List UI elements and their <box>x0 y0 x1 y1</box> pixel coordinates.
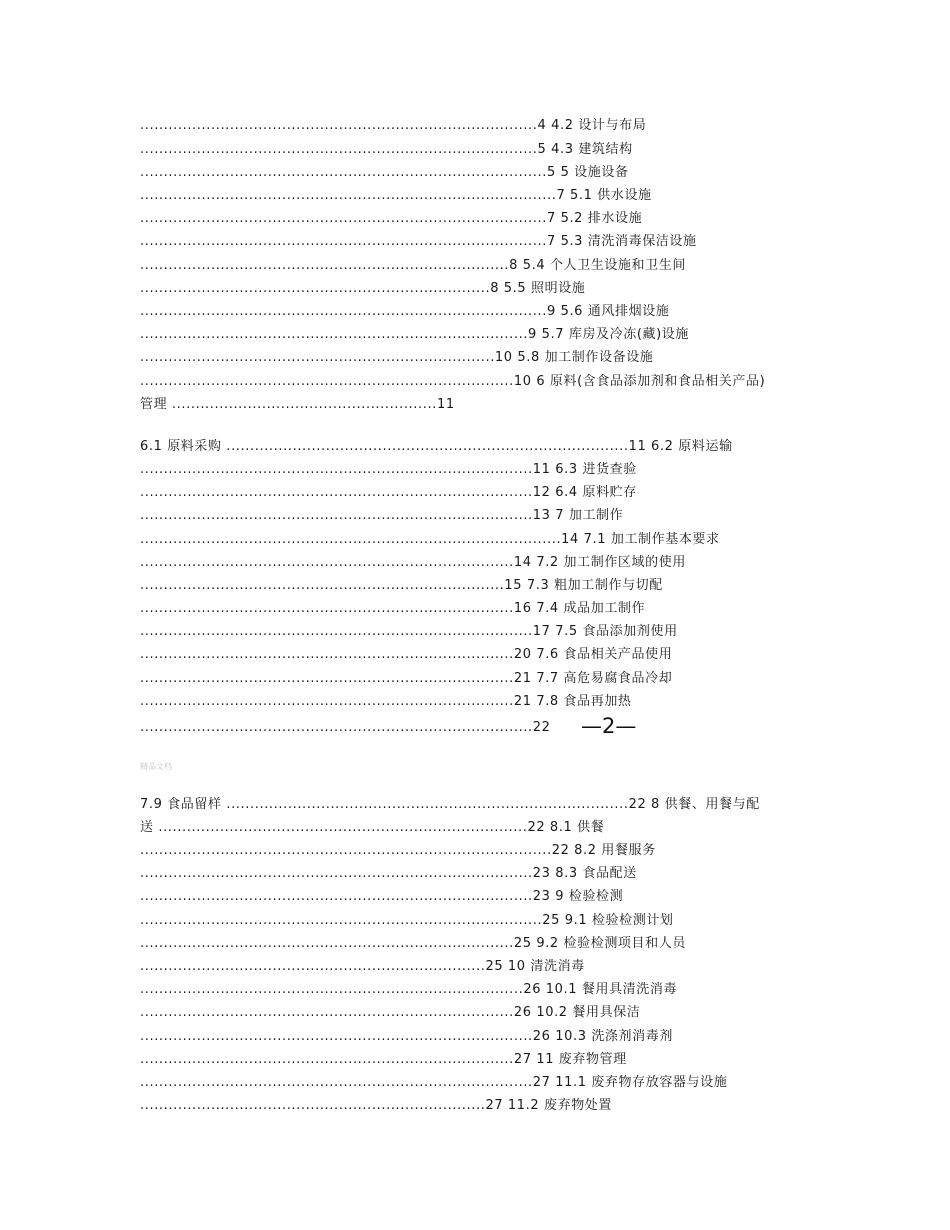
toc-line: 6.1 原料采购 .....................................................................................11 6.2 原料运输 <box>140 439 733 454</box>
toc-line: ...................................................................................11 6.3 进货查验 <box>140 462 637 477</box>
toc-line: ...............................................................................21 7.7 高危易腐食品冷却 <box>140 671 673 686</box>
toc-line: ...............................................................................20 7.6 食品相关产品使用 <box>140 647 673 662</box>
toc-line: ...............................................................................21 7.8 食品再加热 <box>140 694 632 709</box>
toc-line: ...........................................................................10 5.8 加工制作设备设施 <box>140 350 654 365</box>
toc-line: 7.9 食品留样 .....................................................................................22 8 供餐、用餐与配 <box>140 797 760 812</box>
toc-line: ........................................................................................7 5.1 供水设施 <box>140 188 652 203</box>
toc-line: ......................................................................................9 5.6 通风排烟设施 <box>140 304 670 319</box>
toc-line: 送 ..............................................................................22 8.1 供餐 <box>140 820 605 835</box>
toc-line: ...................................................................................26 10.3 洗涤剂消毒剂 <box>140 1029 673 1044</box>
toc-line: ...................................................................................12 6.4 原料贮存 <box>140 485 637 500</box>
toc-line: .................................................................................26 10.1 餐用具清洗消毒 <box>140 982 678 997</box>
toc-line: ...................................................................................27 11.1 废弃物存放容器与设施 <box>140 1075 728 1090</box>
watermark: 精品文档 <box>140 762 172 771</box>
page-number: —2— <box>581 714 637 738</box>
toc-line: ...................................................................................22 <box>140 720 551 735</box>
toc-line: ...............................................................................14 7.2 加工制作区域的使用 <box>140 555 686 570</box>
toc-line: .............................................................................15 7.3 粗加工制作与切配 <box>140 578 663 593</box>
toc-line: ...............................................................................25 9.2 检验检测项目和人员 <box>140 936 686 951</box>
toc-line: ......................................................................................7 5.2 排水设施 <box>140 211 643 226</box>
toc-line: ...............................................................................10 6 原料(含食品添加剂和食品相关产品) <box>140 374 766 389</box>
toc-line: .......................................................................................22 8.2 用餐服务 <box>140 843 656 858</box>
toc-line: ...............................................................................26 10.2 餐用具保洁 <box>140 1005 641 1020</box>
toc-line: 管理 ........................................................11 <box>140 397 455 412</box>
toc-line: .....................................................................................25 9.1 检验检测计划 <box>140 913 674 928</box>
toc-line: ..............................................................................8 5.4 个人卫生设施和卫生间 <box>140 258 686 273</box>
toc-line: ...............................................................................16 7.4 成品加工制作 <box>140 601 646 616</box>
toc-line: ...................................................................................17 7.5 食品添加剂使用 <box>140 624 678 639</box>
toc-line: ...............................................................................27 11 废弃物管理 <box>140 1052 627 1067</box>
toc-line: .........................................................................27 11.2 废弃物处置 <box>140 1098 613 1113</box>
toc-line: ......................................................................................5 5 设施设备 <box>140 165 629 180</box>
toc-line: ....................................................................................4 4.2 设计与布局 <box>140 118 647 133</box>
toc-line: ....................................................................................5 4.3 建筑结构 <box>140 142 633 157</box>
toc-line: ..................................................................................9 5.7 库房及冷冻(藏)设施 <box>140 327 690 342</box>
toc-line: ...................................................................................13 7 加工制作 <box>140 508 624 523</box>
toc-line: ......................................................................................7 5.3 清洗消毒保洁设施 <box>140 234 697 249</box>
toc-line: ..........................................................................8 5.5 照明设施 <box>140 281 586 296</box>
toc-line: ...................................................................................23 8.3 食品配送 <box>140 866 637 881</box>
toc-line: .........................................................................25 10 清洗消毒 <box>140 959 585 974</box>
toc-line: .........................................................................................14 7.1 加工制作基本要求 <box>140 532 720 547</box>
toc-line: ...................................................................................23 9 检验检测 <box>140 889 624 904</box>
